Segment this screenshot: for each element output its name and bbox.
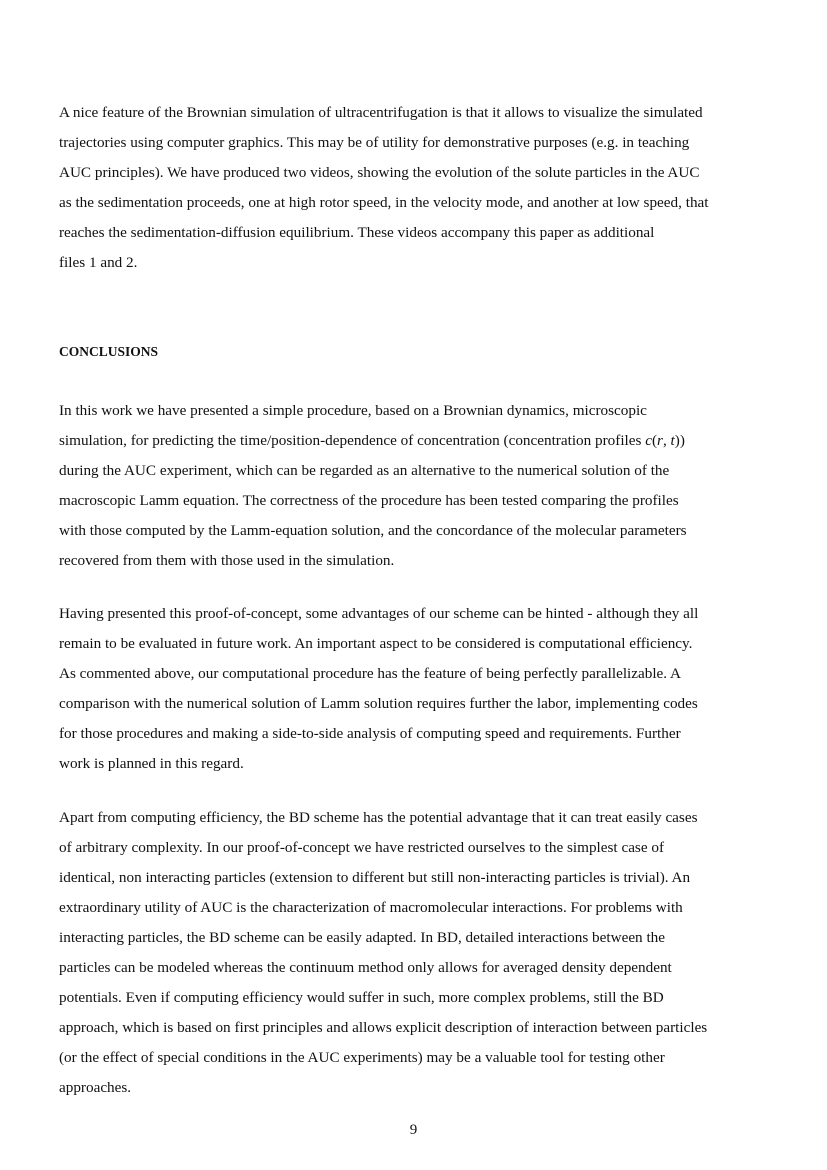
text-line: reaches the sedimentation-diffusion equilibrium. These videos accompany this paper as additional xyxy=(59,224,655,241)
math-variable-t: t xyxy=(670,432,675,449)
text-line: during the AUC experiment, which can be regarded as an alternative to the numerical solution of the xyxy=(59,462,670,479)
text-line: with those computed by the Lamm-equation solution, and the concordance of the molecular parameters xyxy=(59,522,687,539)
text-line: In this work we have presented a simple procedure, based on a Brownian dynamics, microscopic xyxy=(59,402,647,419)
text-line: approach, which is based on first principles and allows explicit description of interaction between particles xyxy=(59,1019,708,1036)
text-line: potentials. Even if computing efficiency would suffer in such, more complex problems, still the BD xyxy=(59,989,664,1006)
text-line: files 1 and 2. xyxy=(59,254,138,271)
text-line: of arbitrary complexity. In our proof-of-concept we have restricted ourselves to the simplest case of xyxy=(59,839,665,856)
text-line: interacting particles, the BD scheme can be easily adapted. In BD, detailed interactions between the xyxy=(59,929,666,946)
text-line: Having presented this proof-of-concept, some advantages of our scheme can be hinted - although they all xyxy=(59,605,699,622)
text-line: identical, non interacting particles (extension to different but still non-interacting particles is trivial). An xyxy=(59,869,691,886)
text-line: comparison with the numerical solution of Lamm solution requires further the labor, implementing codes xyxy=(59,695,698,712)
math-paren-close: )) xyxy=(674,432,685,449)
text-line: approaches. xyxy=(59,1079,132,1096)
text-line: A nice feature of the Brownian simulation of ultracentrifugation is that it allows to visualize the simulated xyxy=(59,104,703,121)
text-line: Apart from computing efficiency, the BD scheme has the potential advantage that it can treat easily cases xyxy=(59,809,698,826)
math-variable-c: c xyxy=(645,432,652,449)
text-line: trajectories using computer graphics. This may be of utility for demonstrative purposes (e.g. in teaching xyxy=(59,134,690,151)
text-line: particles can be modeled whereas the continuum method only allows for averaged density dependent xyxy=(59,959,672,976)
text-line: as the sedimentation proceeds, one at high rotor speed, in the velocity mode, and another at low speed, that xyxy=(59,194,709,211)
text-line: (or the effect of special conditions in the AUC experiments) may be a valuable tool for testing other xyxy=(59,1049,665,1066)
text-line-with-math xyxy=(59,432,685,450)
math-paren-open: ( xyxy=(651,432,658,449)
text-segment: simulation, for predicting the time/position-dependence of concentration (concentration profiles xyxy=(59,432,646,449)
section-heading-conclusions: CONCLUSIONS xyxy=(59,344,159,359)
text-line: remain to be evaluated in future work. An important aspect to be considered is computational efficiency. xyxy=(59,635,693,652)
text-line: recovered from them with those used in the simulation. xyxy=(59,552,395,569)
text-line: AUC principles). We have produced two videos, showing the evolution of the solute particles in the AUC xyxy=(59,164,700,181)
text-line: macroscopic Lamm equation. The correctness of the procedure has been tested comparing the profiles xyxy=(59,492,679,509)
page-number: 9 xyxy=(409,1122,418,1138)
math-variable-r: r xyxy=(657,432,663,449)
text-line: As commented above, our computational procedure has the feature of being perfectly parallelizable. A xyxy=(59,665,682,682)
text-line: for those procedures and making a side-to-side analysis of computing speed and requirements. Further xyxy=(59,725,681,742)
text-line: work is planned in this regard. xyxy=(59,755,244,772)
math-comma: , xyxy=(662,432,671,449)
text-line: extraordinary utility of AUC is the characterization of macromolecular interactions. For problems with xyxy=(59,899,683,916)
